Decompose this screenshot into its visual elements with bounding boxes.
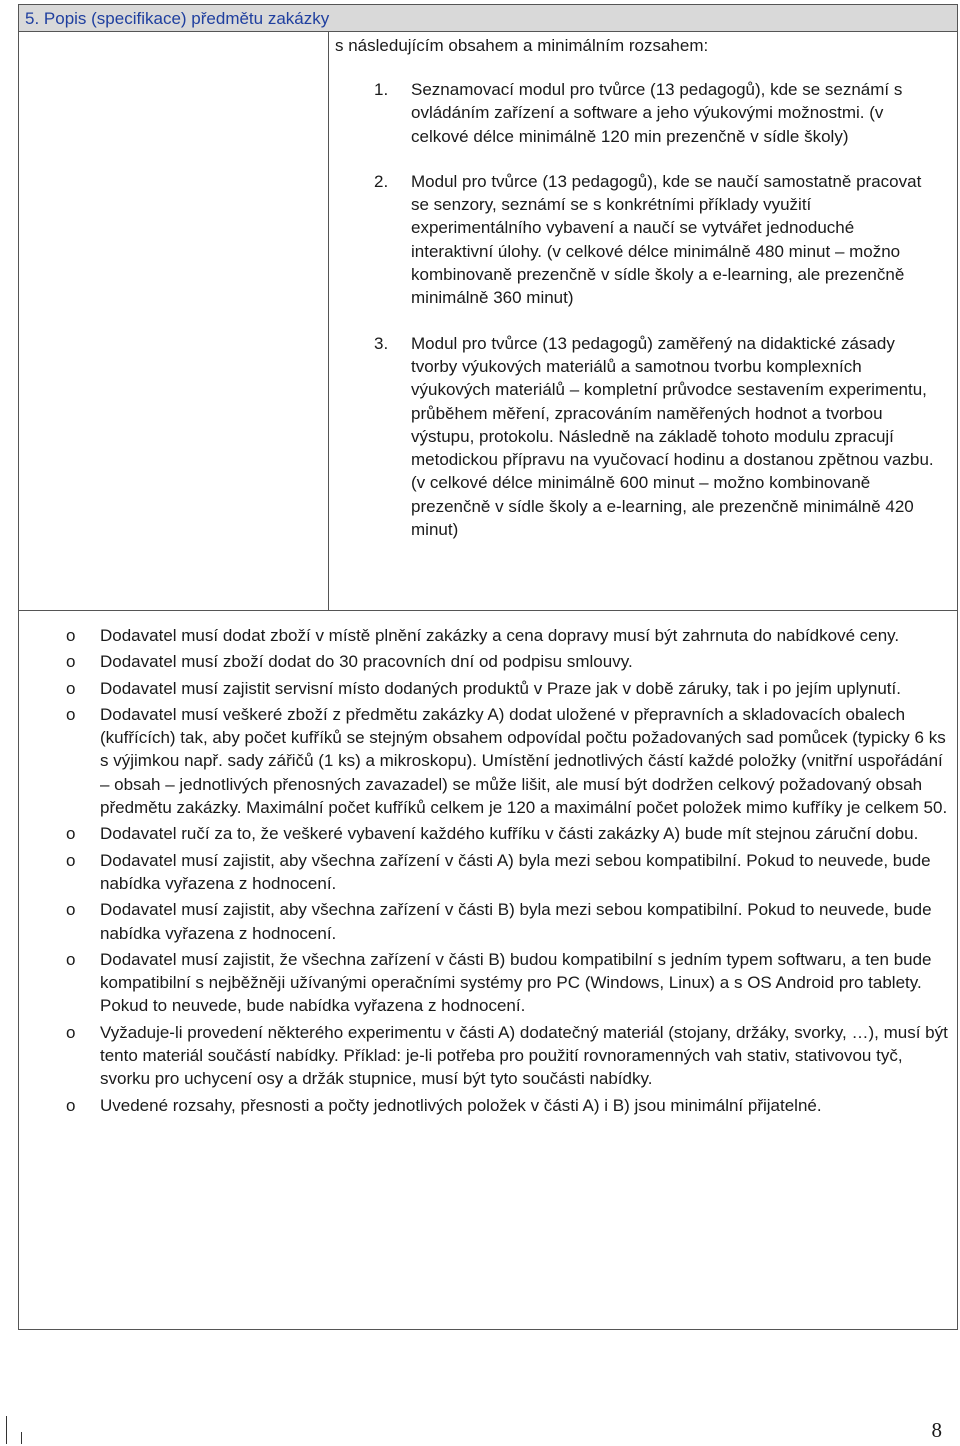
bullet-text: Dodavatel musí veškeré zboží z předmětu zakázky A) dodat uložené v přepravních a skladovacích obalech (kufřících) tak, aby počet kufříků se stejným obsahem odpovídal počtu požadovaných sad pomůcek (typicky 6 ks s výjimkou např. sady zářičů (1 ks) a mikroskopu). Umístění jednotlivých částí každé položky (vnitřní uspořádání – obsah – jednotlivých přenosných zavazadel) se může lišit, ale musí být dodržen celkový požadovaný obsah předmětu zakázky. Maximální počet kufříků celkem je 120 a maximální počet položek mimo kufříky je celkem 50.	[100, 704, 948, 818]
section-title: 5. Popis (specifikace) předmětu zakázky	[25, 9, 330, 28]
bullet-text: Dodavatel musí zajistit servisní místo dodaných produktů v Praze jak v době záruky, tak i po jejím uplynutí.	[100, 678, 901, 698]
bullet-marker: o	[66, 1095, 76, 1115]
list-item-text: Seznamovací modul pro tvůrce (13 pedagogů), kde se seznámí s ovládáním zařízení a software a jeho výukovými možnostmi. (v celkové délce minimálně 120 min prezenčně v sídle školy)	[411, 80, 903, 146]
bullet-item	[19, 1021, 949, 1091]
list-item-number: 2.	[374, 171, 389, 191]
bullet-item	[19, 898, 949, 945]
bullet-text: Dodavatel musí zajistit, že všechna zařízení v části B) budou kompatibilní s jedním typem softwaru, a ten bude kompatibilní s nejběžněji užívanými operačními systémy pro PC (Windows, Linux) a s OS Android pro tablety. Pokud to neuvede, bude nabídka vyřazena z hodnocení.	[100, 949, 932, 1016]
bullet-item	[19, 624, 949, 647]
document-page	[18, 0, 958, 1330]
bullet-item	[19, 822, 949, 845]
footer-margin-mark	[6, 1416, 7, 1444]
bullet-marker: o	[66, 824, 76, 844]
list-item-text: Modul pro tvůrce (13 pedagogů), kde se naučí samostatně pracovat se senzory, seznámí se s konkrétními příklady využití experimentálního vybavení a naučí se vytvářet jednoduché interaktivní úlohy. (v celkové délce minimálně 480 minut – možno kombinovaně prezenčně v sídle školy a e-learning, ale prezenčně minimálně 360 minut)	[411, 171, 922, 308]
bullet-marker: o	[66, 652, 76, 672]
bullet-marker: o	[66, 678, 76, 698]
content-table	[18, 32, 958, 1330]
list-item	[374, 170, 934, 310]
bullet-item	[19, 948, 949, 1018]
list-item	[374, 78, 934, 148]
bullet-marker: o	[66, 1022, 76, 1042]
list-item-text: Modul pro tvůrce (13 pedagogů) zaměřený na didaktické zásady tvorby výukových materiálů a samotnou tvorbu komplexních výukových materiálů – kompletní průvodce sestavením experimentu, průběhem měření, zpracováním naměřených hodnot a tvorbou výstupu, protokolu. Následně na základě tohoto modulu zpracují metodickou přípravu na vyučovací hodinu a dostanou zpětnou vazbu. (v celkové délce minimálně 600 minut – možno kombinovaně prezenčně v sídle školy a e-learning, ale prezenčně minimálně 420 minut)	[411, 333, 934, 540]
bullet-item	[19, 677, 949, 700]
list-item-number: 1.	[374, 80, 389, 99]
intro-text: s následujícím obsahem a minimálním rozsahem:	[335, 36, 709, 55]
requirements-list	[19, 624, 949, 1120]
bullet-text: Dodavatel musí zboží dodat do 30 pracovních dní od podpisu smlouvy.	[100, 652, 633, 672]
row-divider	[19, 610, 957, 611]
bullet-item	[19, 703, 949, 819]
bullet-marker: o	[66, 626, 76, 645]
list-item	[374, 332, 934, 542]
bullet-text: Dodavatel ručí za to, že veškeré vybavení každého kufříku v části zakázky A) bude mít stejnou záruční dobu.	[100, 824, 919, 844]
bullet-item	[19, 650, 949, 673]
left-empty-cell	[19, 32, 329, 610]
bullet-marker: o	[66, 850, 76, 870]
bullet-marker: o	[66, 949, 76, 969]
footer-margin-mark	[21, 1432, 22, 1444]
bullet-text: Dodavatel musí zajistit, aby všechna zařízení v části B) byla mezi sebou kompatibilní. Pokud to neuvede, bude nabídka vyřazena z hodnocení.	[100, 900, 932, 943]
bullet-item	[19, 1094, 949, 1117]
bullet-marker: o	[66, 704, 76, 724]
module-list	[374, 78, 934, 563]
bullet-item	[19, 849, 949, 896]
bullet-text: Vyžaduje-li provedení některého experimentu v části A) dodatečný materiál (stojany, držáky, svorky, …), musí být tento materiál součástí nabídky. Příklad: je-li potřeba pro použití rovnoramenných vah stativ, stativovou tyč, svorku pro uchycení osy a držák stupnice, musí být tyto součásti nabídky.	[100, 1022, 948, 1089]
bullet-marker: o	[66, 900, 76, 920]
bullet-text: Dodavatel musí zajistit, aby všechna zařízení v části A) byla mezi sebou kompatibilní. Pokud to neuvede, bude nabídka vyřazena z hodnocení.	[100, 850, 931, 893]
bullet-text: Uvedené rozsahy, přesnosti a počty jednotlivých položek v části A) i B) jsou minimální přijatelné.	[100, 1095, 822, 1115]
bullet-text: Dodavatel musí dodat zboží v místě plnění zakázky a cena dopravy musí být zahrnuta do nabídkové ceny.	[100, 626, 900, 645]
section-header	[18, 4, 958, 32]
page-number: 8	[931, 1418, 942, 1442]
list-item-number: 3.	[374, 333, 389, 353]
